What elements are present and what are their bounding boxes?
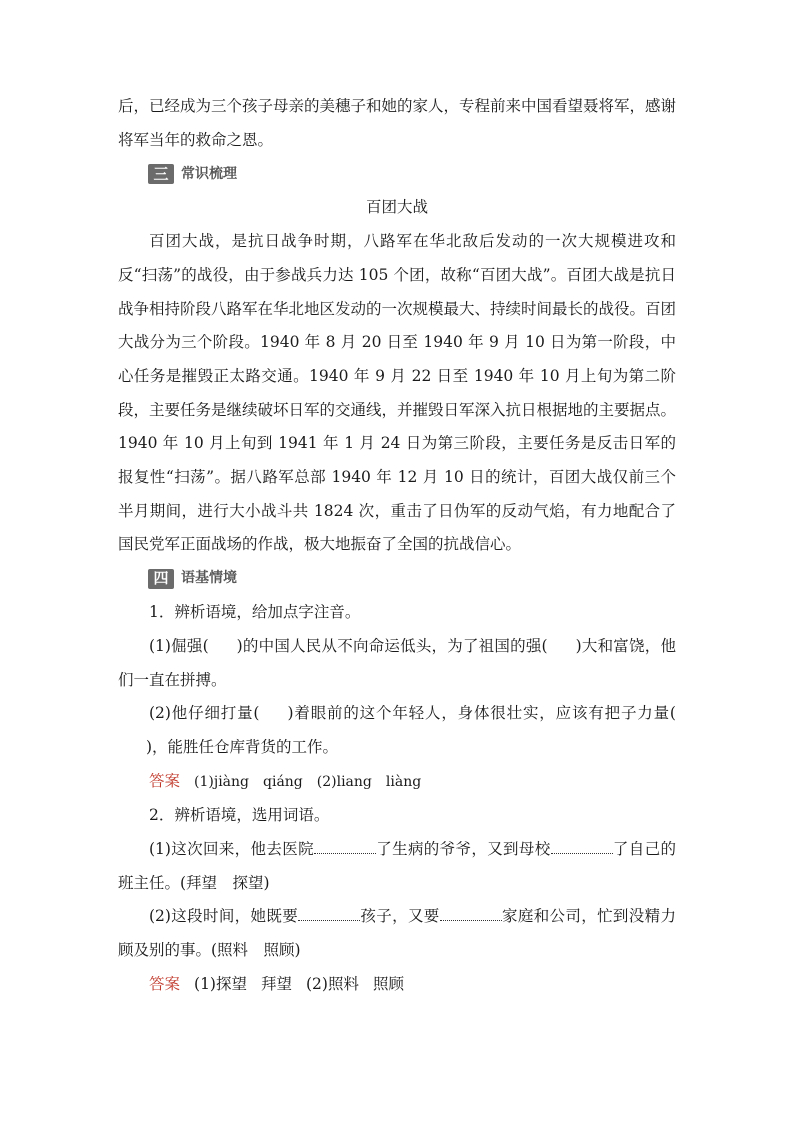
section-badge: 四 bbox=[148, 569, 174, 589]
article-body: 百团大战，是抗日战争时期，八路军在华北敌后发动的一次大规模进攻和反“扫荡”的战役，由于参战兵力达 105 个团，故称“百团大战”。百团大战是抗日战争相持阶段八路军在华北地区发动的一次规模最大、持续时间最长的战役。百团大战分为三个阶段。1940 年 8 月 20 日至 1940 年 9 月 10 日为第一阶段，中心任务是摧毁正太路交通。1940 年 9 月 22 日至 1940 年 10 月上旬为第二阶段，主要任务是继续破坏日军的交通线，并摧毁日军深入抗日根据地的主要据点。1940 年 10 月上旬到 1941 年 1 月 24 日为第三阶段，主要任务是反击日军的报复性“扫荡”。据八路军总部 1940 年 12 月 10 日的统计，百团大战仅前三个半月期间，进行大小战斗共 1824 次，重击了日伪军的反动气焰，有力地配合了国民党军正面战场的作战，极大地振奋了全国的抗战信心。 bbox=[118, 232, 677, 554]
word-blank[interactable] bbox=[298, 902, 360, 921]
question-2-prompt: 2．辨析语境，选用词语。 bbox=[149, 806, 330, 825]
section-badge: 三 bbox=[148, 164, 174, 184]
word-blank[interactable] bbox=[440, 902, 502, 921]
intro-paragraph: 后，已经成为三个孩子母亲的美穗子和她的家人，专程前来中国看望聂将军，感谢将军当年的救命之恩。 bbox=[118, 97, 677, 149]
word-blank[interactable] bbox=[314, 835, 376, 854]
article-title: 百团大战 bbox=[365, 198, 428, 217]
word-blank[interactable] bbox=[551, 835, 613, 854]
answer-2: 答案 (1)探望 拜望 (2)照料 照顾 bbox=[149, 974, 404, 993]
answer-label: 答案 bbox=[149, 771, 181, 790]
section-label: 常识梳理 bbox=[181, 165, 237, 182]
answer-label: 答案 bbox=[149, 974, 181, 993]
question-2-item-1: (1)这次回来，他去医院 了生病的爷爷，又到母校 了自己的班主任。(拜望 探望) bbox=[118, 833, 676, 900]
question-1-prompt: 1．辨析语境，给加点字注音。 bbox=[149, 603, 361, 622]
question-1-item-1: (1)倔强( )的中国人民从不向命运低头，为了祖国的强( )大和富饶，他们一直在拼搏。 bbox=[118, 636, 676, 689]
answer-1: 答案 (1)jiàng qiáng (2)liang liàng bbox=[149, 771, 422, 790]
question-2-item-2: (2)这段时间，她既要 孩子，又要 家庭和公司，忙到没精力顾及别的事。(照料 照顾) bbox=[118, 900, 676, 967]
section-label: 语基情境 bbox=[181, 570, 237, 587]
section-header-4 bbox=[148, 564, 676, 594]
question-1-item-2: (2)他仔细打量( )着眼前的这个年轻人，身体很壮实，应该有把子力量()，能胜任仓库背货的工作。 bbox=[146, 704, 676, 756]
section-header-3 bbox=[148, 159, 676, 189]
